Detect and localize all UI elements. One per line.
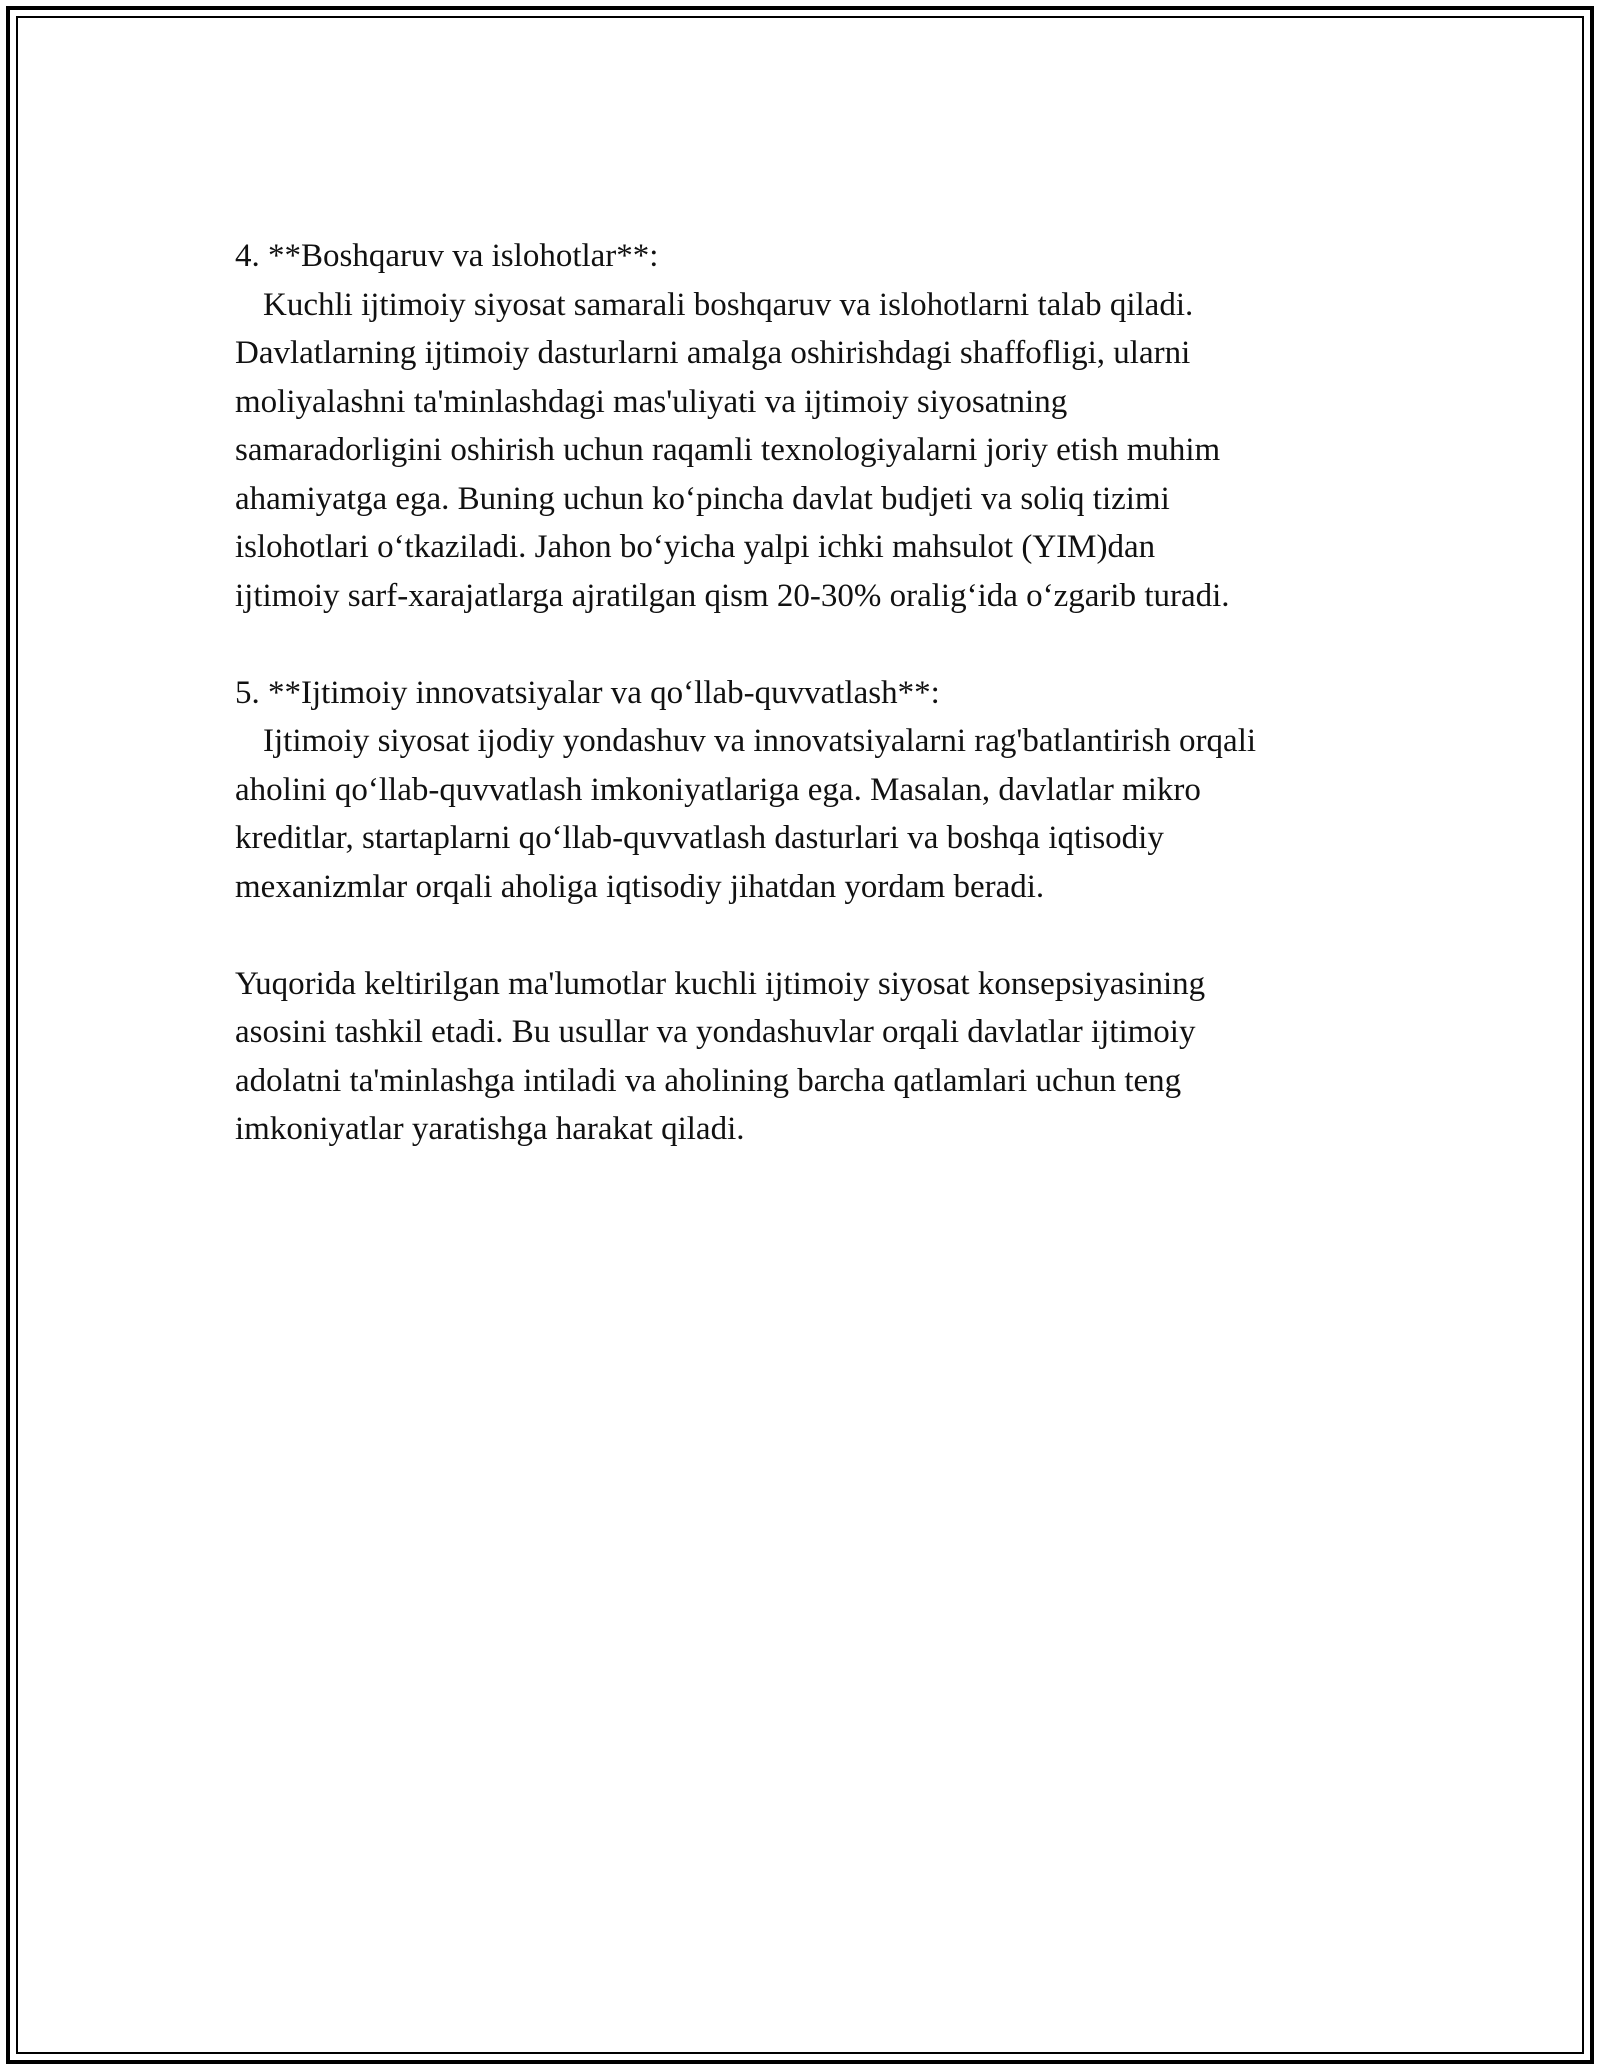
conclusion-line: Yuqorida keltirilgan ma'lumotlar kuchli ijtimoiy siyosat konsepsiyasining <box>235 965 1206 1002</box>
section-5-line: aholini qo‘llab-quvvatlash imkoniyatlariga ega. Masalan, davlatlar mikro <box>235 771 1201 808</box>
section-4-line: samaradorligini oshirish uchun raqamli texnologiyalarni joriy etish muhim <box>235 432 1221 468</box>
section-5-line: kreditlar, startaplarni qo‘llab-quvvatlash dasturlari va boshqa iqtisodiy <box>235 820 1164 856</box>
section-4-line: Kuchli ijtimoiy siyosat samarali boshqaruv va islohotlarni talab qiladi. <box>263 286 1194 323</box>
section-5-line: Ijtimoiy siyosat ijodiy yondashuv va innovatsiyalarni rag'batlantirish orqali <box>263 723 1257 759</box>
section-4-line: ijtimoiy sarf-xarajatlarga ajratilgan qism 20-30% oralig‘ida o‘zgarib turadi. <box>235 577 1230 614</box>
section-4-line: Davlatlarning ijtimoiy dasturlarni amalga oshirishdagi shaffofligi, ularni <box>235 335 1191 371</box>
conclusion-line: adolatni ta'minlashga intiladi va aholining barcha qatlamlari uchun teng <box>235 1062 1182 1099</box>
section-5-heading: 5. **Ijtimoiy innovatsiyalar va qo‘llab-quvvatlash**: <box>235 674 940 711</box>
conclusion-paragraph <box>235 960 1385 1154</box>
section-4-heading: 4. **Boshqaruv va islohotlar**: <box>235 238 659 274</box>
conclusion-line: imkoniyatlar yaratishga harakat qiladi. <box>235 1111 745 1147</box>
conclusion-line: asosini tashkil etadi. Bu usullar va yondashuvlar orqali davlatlar ijtimoiy <box>235 1014 1196 1050</box>
section-5 <box>235 669 1385 912</box>
section-4 <box>235 232 1385 620</box>
section-4-line: islohotlari o‘tkaziladi. Jahon bo‘yicha yalpi ichki mahsulot (YIM)dan <box>235 529 1156 565</box>
document-body <box>235 232 1385 1202</box>
section-4-line: moliyalashni ta'minlashdagi mas'uliyati va ijtimoiy siyosatning <box>235 383 1068 420</box>
section-5-line: mexanizmlar orqali aholiga iqtisodiy jihatdan yordam beradi. <box>235 868 1045 905</box>
section-4-line: ahamiyatga ega. Buning uchun ko‘pincha davlat budjeti va soliq tizimi <box>235 480 1170 517</box>
